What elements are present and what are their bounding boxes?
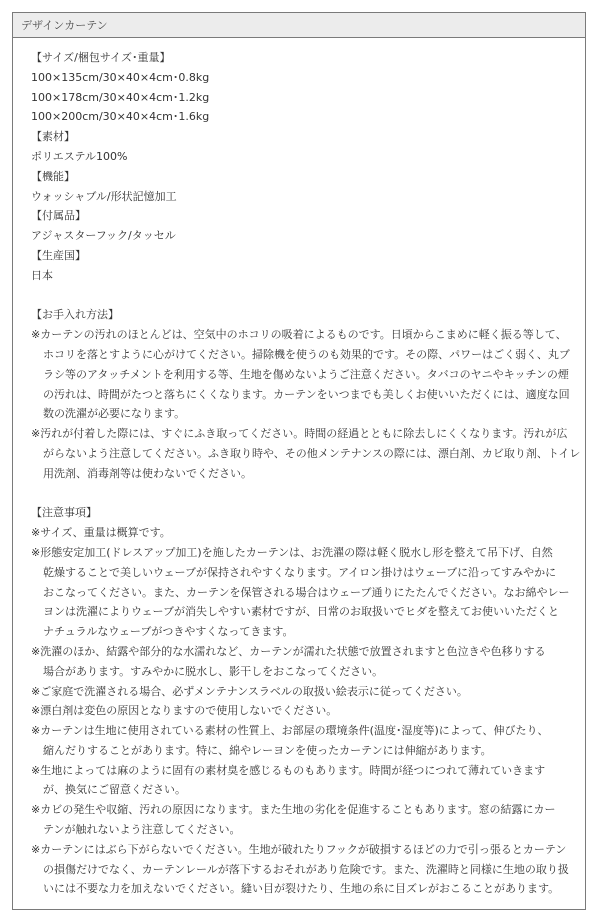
note-line: ホコリを落とすように心がけてください。掃除機を使うのも効果的です。その際、パワーはごく弱く、丸ブ	[43, 347, 570, 361]
note-item	[31, 424, 581, 483]
spec-line: 【付属品】	[31, 209, 86, 223]
care-heading: 【お手入れ方法】	[31, 308, 119, 322]
note-line: ※漂白剤は変色の原因となりますので使用しないでください。	[31, 704, 338, 718]
note-item	[31, 721, 575, 761]
note-line: ※形態安定加工(ドレスアップ加工)を施したカーテンは、お洗濯の際は軽く脱水し形を整えて吊下げ、自然	[31, 545, 553, 559]
note-item	[31, 701, 575, 721]
note-item	[31, 523, 575, 543]
note-item	[31, 761, 575, 801]
section-header	[13, 13, 585, 38]
spec-line: 100×200cm/30×40×4cm･1.6kg	[31, 110, 210, 124]
note-line: 場合があります。すみやかに脱水し、影干しをおこなってください。	[43, 664, 384, 678]
note-line: 数の洗濯が必要になります。	[43, 407, 186, 421]
spacer	[31, 286, 575, 306]
note-line: ※カビの発生や収縮、汚れの原因になります。また生地の劣化を促進することもあります。窓の結露にカー	[31, 803, 556, 817]
note-line: の汚れは、時間がたつと落ちにくくなります。カーテンをいつまでも美しくお使いいただくには、適度な回	[43, 387, 570, 401]
spec-line: 100×178cm/30×40×4cm･1.2kg	[31, 90, 210, 104]
note-line: ※カーテンの汚れのほとんどは、空気中のホコリの吸着によるものです。日頃からこまめに軽く振る等して、	[31, 328, 567, 342]
note-line: 乾燥することで美しいウェーブが保持されやすくなります。アイロン掛けはウェーブに沿ってすみやかに	[43, 565, 557, 579]
note-line: ※カーテンは生地に使用されている素材の性質上、お部屋の環境条件(温度･湿度等)によって、伸びたり、	[31, 724, 549, 738]
note-line: ナチュラルなウェーブがつきやすくなってきます。	[43, 625, 294, 639]
note-line: ※カーテンにはぶら下がらないでください。生地が破れたりフックが破損するほどの力で引っ張るとカーテン	[31, 842, 567, 856]
note-item	[31, 840, 575, 899]
spec-line: 【素材】	[31, 130, 75, 144]
note-line: の損傷だけでなく、カーテンレールが落下するおそれがあり危険です。また、洗濯時と同様に生地の取り扱	[43, 862, 569, 876]
note-item	[31, 325, 575, 424]
caution-notes	[31, 523, 575, 899]
note-line: ヨンは洗濯によりウェーブが消失しやすい素材ですが、日常のお取扱いでヒダを整えてお使いいただくと	[43, 605, 560, 619]
note-line: 用洗剤、消毒剤等は使わないでください。	[43, 466, 252, 480]
spec-list	[31, 48, 575, 286]
note-line: テンが触れないよう注意してください。	[43, 823, 241, 837]
care-notes	[31, 325, 581, 483]
spec-line: ウォッシャブル/形状記憶加工	[31, 189, 177, 203]
note-line: いには不要な力を加えないでください。縫い目が裂けたり、生地の糸に目ズレがおこることがあります。	[43, 882, 560, 896]
note-item	[31, 800, 575, 840]
spec-line: 【機能】	[31, 169, 75, 183]
detail-content	[13, 38, 585, 899]
note-line: ※サイズ、重量は概算です。	[31, 526, 171, 540]
note-line: ※洗濯のほか、結露や部分的な水濡れなど、カーテンが濡れた状態で放置されますと色泣きや色移りする	[31, 644, 546, 658]
section-title: デザインカーテン	[21, 19, 108, 32]
note-line: がらないよう注意してください。ふき取り時や、その他メンテナンスの際には、漂白剤、カビ取り剤、トイレ	[43, 446, 581, 460]
note-line: 縮んだりすることがあります。特に、綿やレーヨンを使ったカーテンには伸縮があります。	[43, 743, 492, 757]
note-line: おこなってください。また、カーテンを保管される場合はウェーブ通りにたたんでください。なお綿やレー	[43, 585, 570, 599]
note-line: ※汚れが付着した際には、すぐにふき取ってください。時間の経過とともに除去しにくくなります。汚れが広	[31, 427, 568, 441]
note-line: ラシ等のアタッチメントを利用する等、生地を傷めないようご注意ください。タバコのヤニやキッチンの煙	[43, 367, 569, 381]
note-line: が、換気にご留意ください。	[43, 783, 186, 797]
spec-line: ポリエステル100%	[31, 149, 128, 163]
spec-line: 100×135cm/30×40×4cm･0.8kg	[31, 70, 210, 84]
note-item	[31, 682, 575, 702]
spec-line: 【サイズ/梱包サイズ･重量】	[31, 51, 171, 64]
spec-line: 日本	[31, 268, 53, 282]
note-line: ※ご家庭で洗濯される場合、必ずメンテナンスラベルの取扱い絵表示に従ってください。	[31, 684, 468, 698]
spacer	[31, 484, 575, 504]
note-item	[31, 543, 575, 642]
product-detail-box	[12, 12, 586, 910]
note-line: ※生地によっては麻のように固有の素材臭を感じるものもあります。時間が経つにつれて薄れていきます	[31, 763, 546, 777]
spec-line: 【生産国】	[31, 248, 86, 262]
spec-line: アジャスターフック/タッセル	[31, 229, 176, 243]
note-item	[31, 642, 575, 682]
caution-heading: 【注意事項】	[31, 506, 97, 520]
